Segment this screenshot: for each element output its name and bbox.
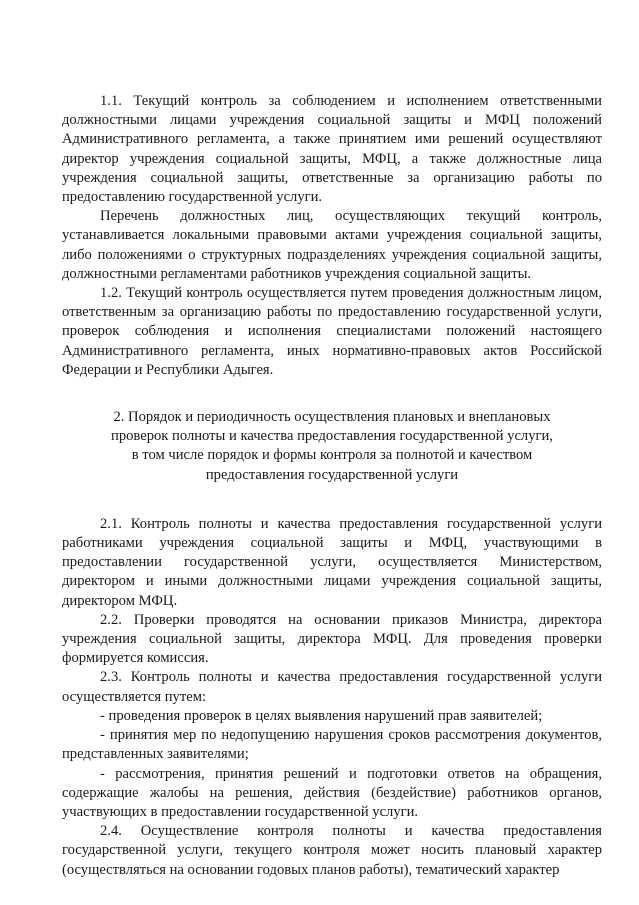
paragraph-1-2: 1.2. Текущий контроль осуществляется путем проведения должностным лицом, ответственным за организацию работы по предоставлению государственной услуги, проверок соблюдения и исполнения специалистами положений настоящего Административного регламента, иных нормативно-правовых актов Российской Федерации и Республики Адыгея. xyxy=(62,285,602,378)
paragraph-officials-list: Перечень должностных лиц, осуществляющих текущий контроль, устанавливается локальными правовыми актами учреждения социальной защиты, либо положениями о структурных подразделениях учреждения социальной защиты, должностными регламентами работников учреждения социальной защиты. xyxy=(62,208,602,282)
section-heading xyxy=(62,408,602,485)
paragraph-2-1: 2.1. Контроль полноты и качества предоставления государственной услуги работниками учреждения социальной защиты и МФЦ, участвующими в предоставлении государственной услуги, осуществляется Министерством, директором и иными должностными лицами учреждения социальной защиты, директором МФЦ. xyxy=(62,515,602,609)
section-heading-line: предоставления государственной услуги xyxy=(205,466,459,483)
section-heading-line: 2. Порядок и периодичность осуществления плановых и внеплановых xyxy=(113,409,551,426)
paragraph-2-2: 2.2. Проверки проводятся на основании приказов Министра, директора учреждения социальной защиты, директора МФЦ. Для проведения проверки формируется комиссия. xyxy=(62,611,602,667)
document-body xyxy=(62,92,602,880)
section-heading-line: проверок полноты и качества предоставления государственной услуги, xyxy=(111,428,553,445)
list-item: - рассмотрения, принятия решений и подготовки ответов на обращения, содержащие жалобы на решения, действия (бездействие) работников органов, участвующих в предоставлении государственной услуги. xyxy=(62,765,602,820)
section-heading-line: в том числе порядок и формы контроля за полнотой и качеством xyxy=(131,447,533,464)
list-item: - проведения проверок в целях выявления нарушений прав заявителей; xyxy=(100,707,543,724)
paragraph-2-3: 2.3. Контроль полноты и качества предоставления государственной услуги осуществляется путем: xyxy=(62,669,602,705)
paragraph-1-1: 1.1. Текущий контроль за соблюдением и исполнением ответственными должностными лицами учреждения социальной защиты и МФЦ положений Административного регламента, а также принятием ими решений осуществляют директор учреждения социальной защиты, МФЦ, а также должностные лица учреждения социальной защиты, ответственные за организацию работы по предоставлению государственной услуги. xyxy=(62,93,602,206)
list-item: - принятия мер по недопущению нарушения сроков рассмотрения документов, представленных заявителями; xyxy=(62,727,602,763)
paragraph-2-4: 2.4. Осуществление контроля полноты и качества предоставления государственной услуги, текущего контроля может носить плановый характер (осуществляться на основании годовых планов работы), тематический характер xyxy=(62,823,602,878)
